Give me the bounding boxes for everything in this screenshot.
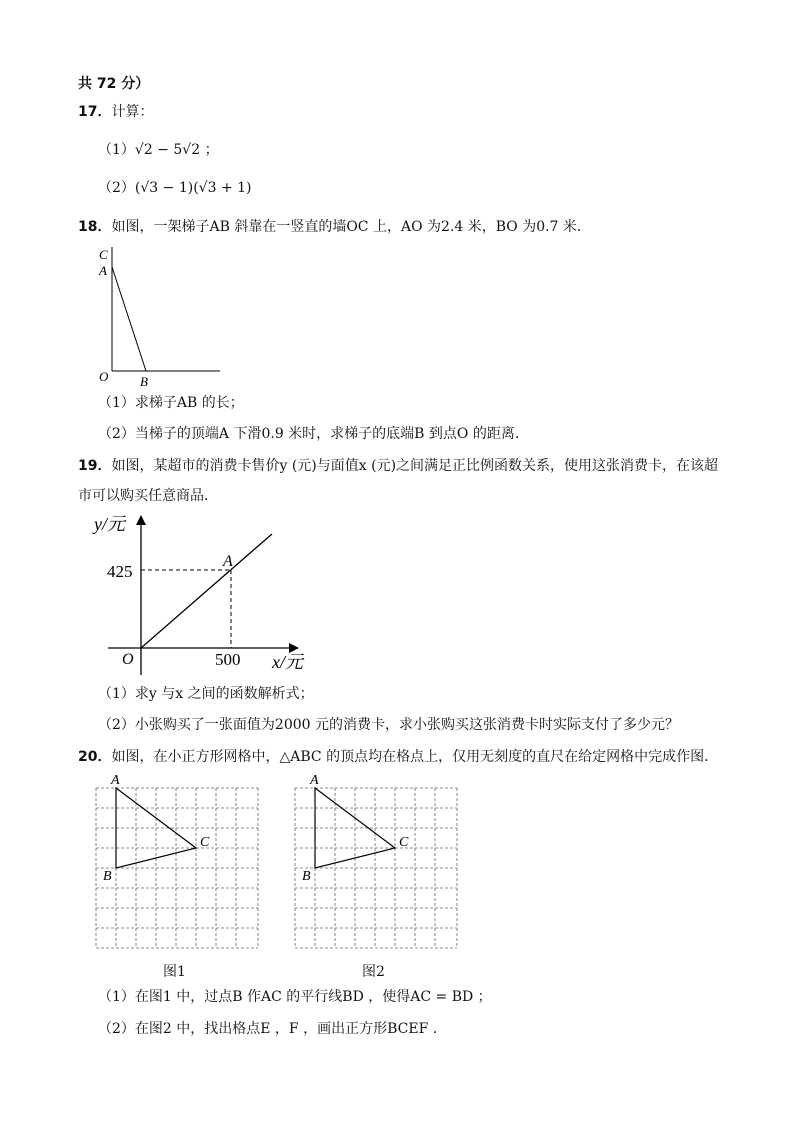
grid-figure-1 [95, 772, 275, 972]
dashed-grid [295, 788, 457, 948]
question-text: 计算： [111, 104, 154, 120]
label-o: O [99, 369, 109, 384]
label-a: A [111, 773, 120, 788]
x-axis-label: x/元 [272, 652, 303, 672]
point-a-label: A [223, 553, 233, 570]
math-expression: √2 − 5√2 ； [134, 142, 219, 158]
question-number: 17． [78, 104, 112, 120]
function-line [141, 534, 272, 648]
ladder-line [112, 267, 146, 371]
label-a: A [310, 773, 319, 788]
ladder-figure [95, 245, 225, 389]
question-19 [78, 456, 718, 476]
y-tick-label: 425 [107, 562, 133, 581]
x-tick-label: 500 [215, 650, 241, 669]
label-b: B [140, 374, 148, 389]
question-number: 18． [78, 219, 112, 235]
figure-caption-1: 图1 [163, 964, 186, 980]
q17-part2 [98, 178, 252, 198]
math-expression: (√3 − 1)(√3 + 1) [134, 180, 252, 196]
label-c: C [200, 835, 210, 850]
origin-label: O [122, 651, 134, 668]
q20-part1: （1）在图1 中，过点B 作AC 的平行线BD ，使得AC = BD ； [98, 989, 492, 1005]
label-b: B [103, 869, 112, 884]
y-axis-label: y/元 [94, 514, 125, 534]
dashed-grid [96, 788, 258, 948]
part-label: （2） [98, 180, 135, 196]
question-text: 如图，一架梯子AB 斜靠在一竖直的墙OC 上，AO 为2.4 米，BO 为0.7 米． [111, 219, 591, 235]
figure-caption-2: 图2 [362, 964, 385, 980]
label-a: A [99, 263, 107, 278]
label-c: C [99, 247, 108, 262]
part-label: （1） [98, 142, 135, 158]
q19-part2: （2）小张购买了一张面值为2000 元的消费卡，求小张购买这张消费卡时实际支付了多少元？ [98, 717, 679, 733]
question-text: 如图，在小正方形网格中，△ABC 的顶点均在格点上，仅用无刻度的直尺在给定网格中完成作图． [111, 749, 719, 765]
q18-part2: （2）当梯子的顶端A 下滑0.9 米时，求梯子的底端B 到点O 的距离． [98, 426, 529, 442]
q20-part2: （2）在图2 中，找出格点E ，F ，画出正方形BCEF ． [98, 1021, 447, 1037]
label-c: C [399, 835, 409, 850]
label-b: B [302, 869, 311, 884]
question-18 [78, 217, 591, 237]
question-20 [78, 747, 718, 767]
question-17 [78, 102, 153, 122]
q18-part1: （1）求梯子AB 的长； [98, 395, 244, 411]
linear-function-graph [90, 510, 320, 680]
section-header: 共 72 分） [78, 76, 150, 92]
question-number: 19． [78, 458, 112, 474]
question-text: 如图，某超市的消费卡售价y (元)与面值x (元)之间满足正比例函数关系，使用这张消费卡，在该超 [111, 458, 719, 474]
grid-figure-2 [294, 772, 474, 972]
q17-part1 [98, 140, 219, 160]
q19-part1: （1）求y 与x 之间的函数解析式； [98, 686, 314, 702]
question-number: 20． [78, 749, 112, 765]
question-19-line2: 市可以购买任意商品． [78, 488, 218, 504]
